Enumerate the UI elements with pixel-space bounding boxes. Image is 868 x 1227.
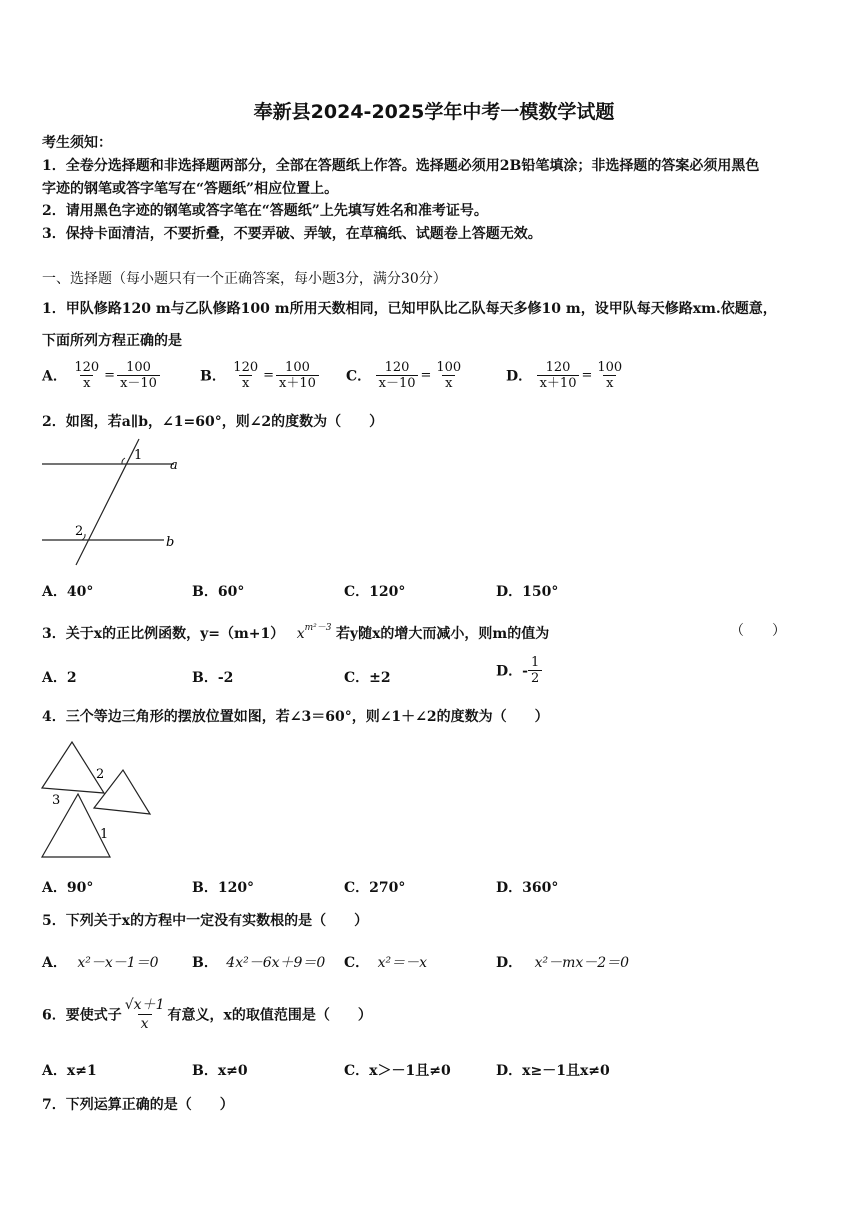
fraction-numerator: 100 (285, 360, 310, 375)
notice-line: 1．全卷分选择题和非选择题两部分，全部在答题纸上作答。选择题必须用2B铅笔填涂；非选择题的答案必须用黑色 (42, 158, 760, 174)
option-label: C． (344, 955, 370, 971)
notice-line: 字迹的钢笔或答字笔写在“答题纸”相应位置上。 (42, 181, 339, 197)
q6-option-b: B．x≠0 (192, 1063, 248, 1079)
option-expression: x²＝－x (377, 955, 428, 971)
fraction-numerator: 100 (436, 360, 462, 375)
q1-option-c (346, 360, 464, 391)
q6-text-post: 有意义，x的取值范围是（ ） (167, 1007, 372, 1024)
option-label: D．- (496, 663, 528, 680)
option-label: B． (192, 955, 218, 971)
fraction-numerator: √x＋1 (124, 997, 165, 1013)
equals-sign: = (581, 368, 593, 383)
fraction-denominator: x (239, 375, 252, 391)
option-expression: x²－x－1＝0 (77, 955, 159, 971)
question-1-text: 1．甲队修路120 m与乙队修路100 m所用天数相同，已知甲队比乙队每天多修10 m，设甲队每天修路xm.依题意， (42, 301, 777, 317)
fraction-denominator: x (442, 375, 455, 391)
angle-1-label: 1 (134, 448, 143, 463)
question-4-text: 4．三个等边三角形的摆放位置如图，若∠3＝60°，则∠1＋∠2的度数为（ ） (42, 709, 549, 725)
q5-option-b (192, 952, 325, 972)
q2-option-a: A．40° (42, 584, 94, 600)
notice-line: 3．保持卡面清洁，不要折叠，不要弄破、弄皱，在草稿纸、试题卷上答题无效。 (42, 226, 542, 242)
q3-answer-paren: （ ） (730, 623, 786, 639)
angle-2-label: 2 (75, 524, 84, 539)
option-label: D． (496, 955, 523, 971)
question-5-text: 5．下列关于x的方程中一定没有实数根的是（ ） (42, 913, 369, 929)
fraction-denominator: x－10 (117, 375, 160, 391)
fraction-denominator: x (603, 375, 616, 391)
fraction-denominator: 2 (528, 670, 542, 686)
q4-option-b: B．120° (192, 880, 255, 896)
fraction-numerator: 1 (530, 655, 540, 670)
option-label: B． (200, 368, 226, 385)
transversal-line (76, 439, 139, 565)
question-1-text-cont: 下面所列方程正确的是 (42, 333, 182, 349)
question-3-text (42, 620, 549, 643)
option-label: C． (346, 368, 372, 385)
q3-option-d (496, 655, 542, 686)
fraction-numerator: 100 (126, 360, 151, 375)
q3-option-c: C．±2 (344, 670, 391, 686)
q1-option-b (200, 360, 319, 391)
q3-text-pre: 3．关于x的正比例函数，y=（m+1） (42, 626, 285, 642)
q6-option-c: C．x＞－1且≠0 (344, 1063, 451, 1079)
triangle-top-left (42, 742, 104, 793)
angle-1-arc (122, 458, 125, 464)
line-b-label: b (166, 535, 175, 550)
angle-3-label: 3 (52, 793, 61, 808)
section-heading: 一、选择题（每小题只有一个正确答案，每小题3分，满分30分） (42, 271, 447, 287)
notice-heading: 考生须知： (42, 135, 112, 151)
q3-option-a: A．2 (42, 670, 77, 686)
fraction-numerator: 120 (74, 360, 100, 375)
q5-option-d (496, 952, 629, 972)
fraction-numerator: 120 (384, 360, 410, 375)
notice-line: 2．请用黑色字迹的钢笔或答字笔在“答题纸”上先填写姓名和准考证号。 (42, 203, 488, 219)
q3-text-post: 若y随x的增大而减小，则m的值为 (335, 626, 550, 642)
question-6-text (42, 996, 372, 1033)
q2-option-d: D．150° (496, 584, 559, 600)
angle-1-label: 1 (100, 827, 109, 842)
fraction-denominator: x＋10 (276, 375, 319, 391)
q6-option-d: D．x≥－1且x≠0 (496, 1063, 610, 1079)
fraction-numerator: 120 (233, 360, 259, 375)
q4-option-d: D．360° (496, 880, 559, 896)
angle-2-label: 2 (96, 767, 105, 782)
fraction-numerator: 120 (545, 360, 571, 375)
option-expression: x²－mx－2＝0 (534, 955, 630, 971)
question-2-text: 2．如图，若a∥b，∠1=60°，则∠2的度数为（ ） (42, 414, 384, 430)
line-a-label: a (170, 458, 178, 473)
option-label: D． (506, 368, 533, 385)
fraction-denominator: x－10 (376, 375, 419, 391)
page-title: 奉新县2024-2025学年中考一模数学试题 (253, 101, 615, 123)
parallel-lines-figure (38, 437, 188, 567)
equals-sign: = (104, 368, 116, 383)
q6-text-pre: 6．要使式子 (42, 1007, 122, 1024)
question-7-text: 7．下列运算正确的是（ ） (42, 1097, 234, 1113)
q3-base: x (296, 626, 305, 642)
q2-option-b: B．60° (192, 584, 245, 600)
q6-option-a: A．x≠1 (42, 1063, 97, 1079)
q5-option-c (344, 952, 427, 972)
fraction-numerator: 100 (597, 360, 623, 375)
fraction-denominator: x＋10 (537, 375, 580, 391)
q4-option-a: A．90° (42, 880, 94, 896)
equals-sign: = (263, 368, 275, 383)
q1-option-a (42, 360, 160, 391)
equals-sign: = (420, 368, 432, 383)
equilateral-triangles-figure (38, 738, 158, 863)
q2-option-c: C．120° (344, 584, 406, 600)
option-label: A． (42, 368, 67, 385)
option-expression: 4x²－6x＋9＝0 (226, 955, 326, 971)
q3-option-b: B．-2 (192, 670, 234, 686)
fraction-denominator: x (80, 375, 93, 391)
q4-option-c: C．270° (344, 880, 406, 896)
q5-option-a (42, 952, 159, 972)
fraction-denominator: x (138, 1014, 152, 1033)
q3-exponent: m²－3 (304, 623, 332, 633)
q1-option-d (506, 360, 625, 391)
option-label: A． (42, 955, 67, 971)
